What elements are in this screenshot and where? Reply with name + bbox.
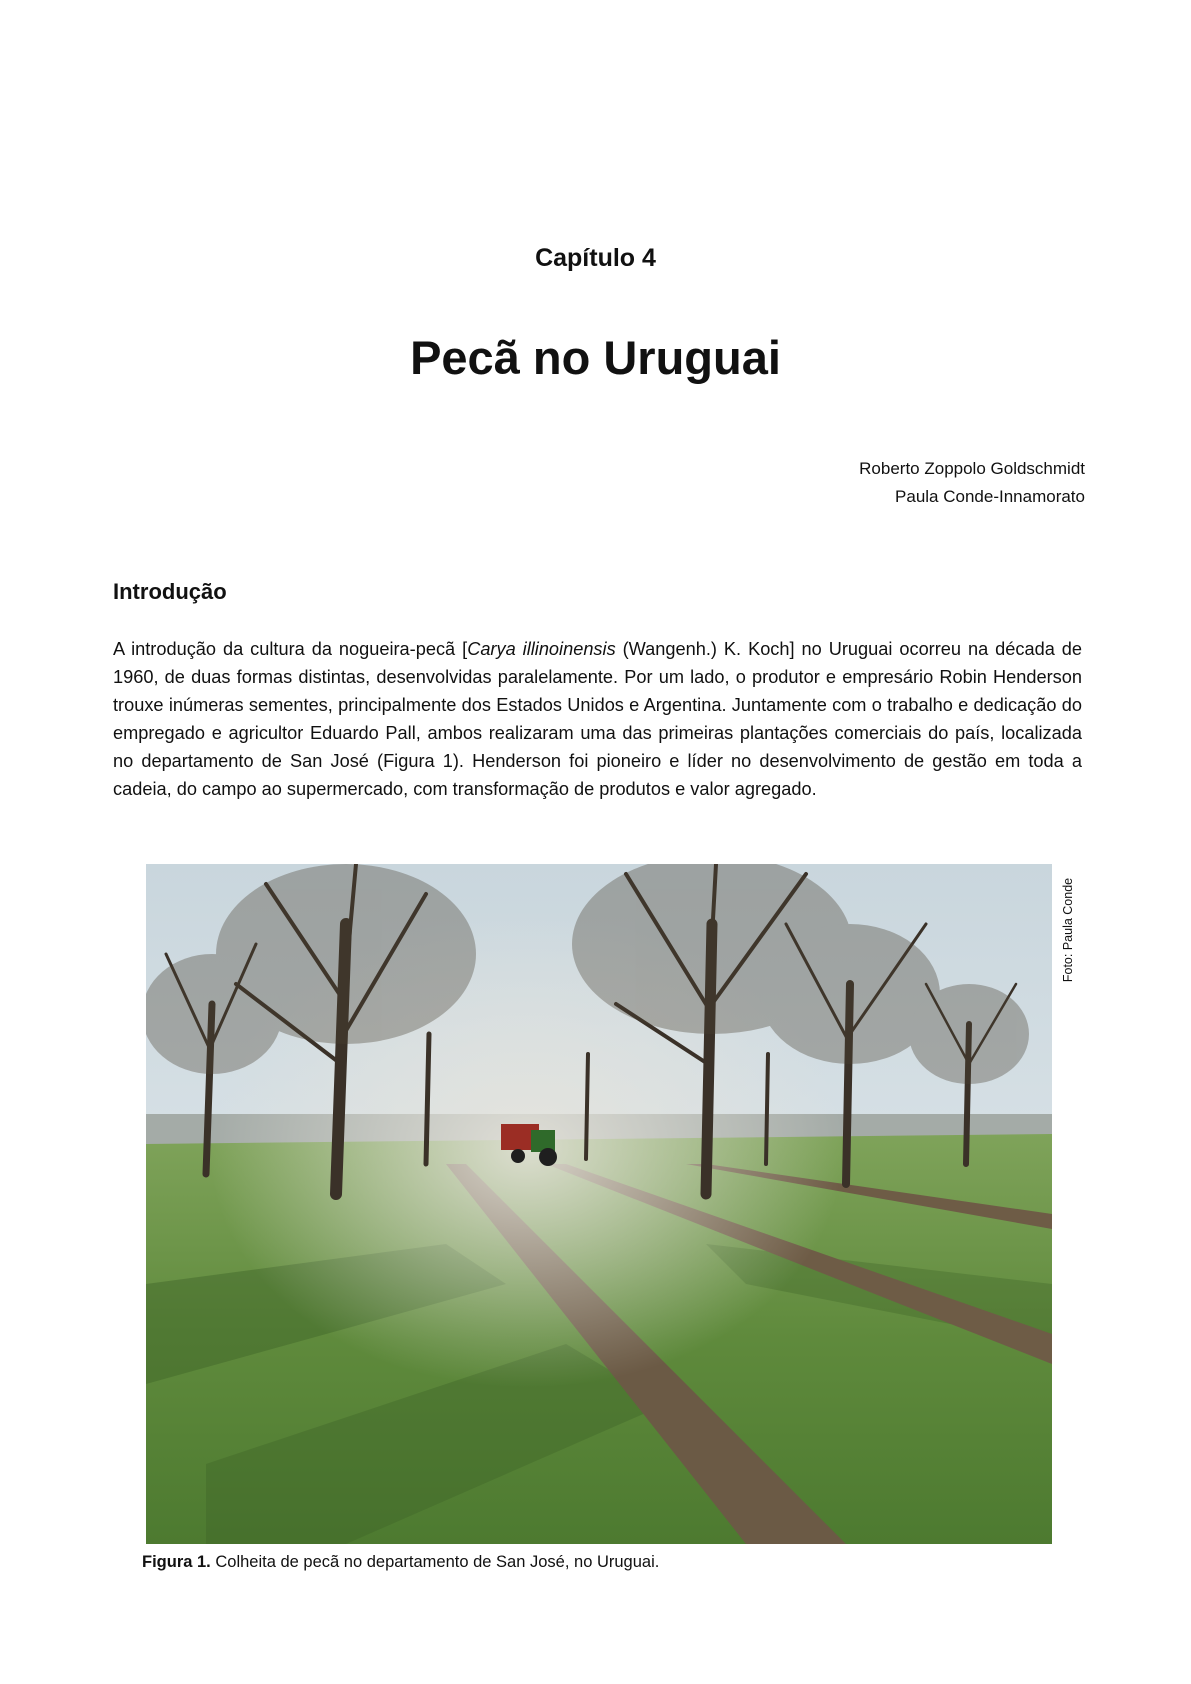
author-name: Paula Conde-Innamorato <box>895 487 1085 506</box>
intro-paragraph <box>113 635 1082 803</box>
paragraph-text: A introdução da cultura da nogueira-pecã [ <box>113 639 468 659</box>
author-list <box>859 455 1085 511</box>
paragraph-text: (Wangenh.) K. Koch] no Uruguai ocorreu na década de 1960, de duas formas distintas, desenvolvidas paralelamente. Por um lado, o produtor e empresário Robin Henderson trouxe inúmeras sementes, principalmente dos Estados Unidos e Argentina. Juntamente com o trabalho e dedicação do empregado e agricultor Eduardo Pall, ambos realizaram uma das primeiras plantações comerciais do país, localizada no departamento de San José (Figura 1). Henderson foi pioneiro e líder no desenvolvimento de gestão em toda a cadeia, do campo ao supermercado, com transformação de produtos e valor agregado. <box>113 639 1083 799</box>
orchard-photo <box>146 864 1052 1544</box>
chapter-title: Pecã no Uruguai <box>410 331 781 384</box>
photo-credit <box>1056 870 1080 990</box>
photo-credit-text: Foto: Paula Conde <box>1061 877 1075 983</box>
section-heading: Introdução <box>113 579 227 604</box>
figure-caption <box>142 1553 659 1572</box>
chapter-label: Capítulo 4 <box>535 244 656 272</box>
caption-text: Colheita de pecã no departamento de San José, no Uruguai. <box>210 1553 660 1571</box>
caption-label: Figura 1. <box>142 1553 211 1571</box>
scientific-name: Carya illinoinensis <box>467 639 616 659</box>
author-name: Roberto Zoppolo Goldschmidt <box>859 459 1085 478</box>
